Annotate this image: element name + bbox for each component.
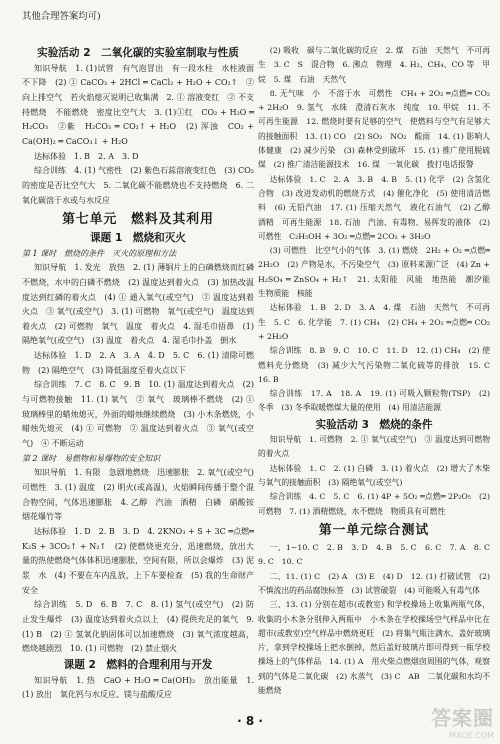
answer-paragraph: 达标体验 1. D 2. A 3. A 4. D 5. C 6. (1) 清除可燃物 (2) 隔绝空气 (3) 降低温度至着火点以下: [22, 351, 254, 375]
answer-paragraph: (2) 吸收 碳与二氧化碳的反应 2. 煤 石油 天然气 不可再生 3. C S 混合物 6. 沸点 物理 4. H₂、CH₄、CO 等 甲烷 5. 煤 石油 天然气: [258, 46, 490, 84]
answer-paragraph: 综合训练 5. D 6. B 7. C 8. (1) 氢气(或空气) (2) 防止发生爆炸 (3) 温度达到着火点以上 (4) 提供充足的氧气 9. (1) B (2) ① 氢氧化钠固体可以加速燃烧 (3) 氧气浓度越高，燃烧越剧烈 10. (1) 可燃物 (2) 禁止烟火: [22, 600, 254, 654]
answer-paragraph: (3) 可燃性 比空气小的气体 3. (1) 燃烧 2H₂ + O₂ ═点燃═ 2H₂O (2) 产物是水，不污染空气 (3) 原料来源广泛 (4) Zn + H₂SO₄ ═ ZnSO₄ + H₂↑ 21. 太阳能 风能 地热能 潮汐能 生物质能 核能: [258, 246, 498, 299]
answer-paragraph: 综合训练 4. (1) 气密性 (2) 紫色石蕊溶液变红色 (3) CO₂ 的密度是否比空气大 5. 二氧化碳不能燃烧也不支持燃烧 6. 二氧化碳溶于水或与水反应: [22, 166, 254, 205]
answer-paragraph: 知识导航 1. 可燃物 2. ① 氧气(或空气) ③ 温度达到可燃物的着火点: [258, 435, 490, 459]
lesson-subheading: 第 2 课时 易燃物和易爆物的安全知识: [22, 453, 161, 463]
answer-paragraph: 达标体验 1. B 2. D 3. A 4. 煤 石油 天然气 不可再生 5. C 6. 化学能 7. (1) CH₄ (2) CH₄ + 2O₂ ═点燃═ CO₂ + 2H₂O: [258, 303, 490, 341]
section-heading: 实验活动 2 二氧化碳的实验室制取与性质: [37, 47, 239, 59]
section-heading: 课题 2 燃料的合理利用与开发: [63, 658, 213, 671]
answer-paragraph: 达标体验 1. D 2. B 3. D 4. 2KNO₃ + S + 3C ═点燃═ K₂S + 3CO₂↑ + N₂↑ (2) 使燃烧更充分，迅速燃烧，放出大量的热使燃烧气体体积迅速膨胀，空间有限，所以会爆炸 (3) 泥浆 水 (4) 不要在车内乱放，上下车要检查 (5) 我的生命财产安全: [22, 527, 254, 595]
section-heading: 第一单元综合测试: [318, 522, 430, 538]
answer-paragraph: 二、11. (1) C (2) A (3) E (4) D 12. (1) 打破试管 (2) 不慎流出的药品腐蚀标签 (3) 试管破裂 (4) 可能吸入有毒气体: [258, 571, 490, 595]
section-heading: 实验活动 3 燃烧的条件: [315, 418, 433, 431]
lesson-subheading: 第 1 课时 燃烧的条件 灭火的原理和方法: [22, 248, 177, 258]
section-heading: 课题 1 燃烧和灭火: [90, 231, 186, 244]
right-column: [258, 44, 498, 698]
answer-paragraph: 综合训练 17. A 18. A 19. (1) 可吸入颗粒物(TSP) (2) 冬季 (3) 冬季取暖燃煤大量的使用 (4) 用清洁能源: [258, 389, 490, 413]
answer-paragraph: 综合训练 8. B 9. C 10. C 11. D 12. (1) CH₄ (2) 使燃料充分燃烧 (3) 减少大气污染物二氧化硫等的排放 15. C 16. B: [258, 346, 498, 384]
answer-paragraph: 达标体验 1. C 2. A 3. B 4. B 5. (1) 化学 (2) 含氢化合物 (3) 改进发动机的燃烧方式 (4) 催化净化 (5) 使用清洁燃料 (6) 无铅汽油 17. (1) 压缩天然气 液化石油气 (2) 乙醇 酒精 可再生能源 18. 石油 汽油、有毒物、易挥发的液体 (2) 可燃性 C₂H₅OH + 3O₂ ═点燃═ 2CO₂ + 3H₂O: [258, 174, 498, 241]
answer-paragraph: 一、1~10. C 2. B 3. D 4. B 5. C 6. C 7. A 8. C 9. C 10. C: [258, 543, 498, 567]
answer-paragraph: 知识导航 1. 有限 急剧地燃烧 迅速膨胀 2. 氧气(或空气) 可燃性 3. (1) 温度 (2) 明火(或高温)，火焰瞬间传播于整个混合物空间，气体迅速膨胀 4. 乙醇 汽油 酒精 白磷 硝酸铵 烟花爆竹等: [22, 468, 262, 522]
answer-paragraph: 综合训练 7. C 8. C 9. B 10. (1) 温度达到着火点 (2) 与可燃物接触 11. (1) 氧气 ② 氧气 玻璃棒不燃烧 (2) ① 玻璃棒里的蜡烛熄灭，外面的蜡烛继续燃烧 (3) 小木条燃烧，小蜡烛先熄灭 (4) ① 可燃物 ② 温度达到着火点 ③ 氧气(或空气) ④ 不断运动: [22, 380, 254, 449]
left-column: [22, 44, 262, 703]
answer-paragraph: 达标体验 1. C 2. (1) 白磷 3. (1) 着火点 (2) 增大了木柴与氧气的接触面积 (3) 隔绝氧气(或空气): [258, 463, 490, 487]
answer-paragraph: 知识导航 1. 发光 放热 2. (1) 薄铜片上的白磷燃烧而红磷不燃烧，水中的白磷不燃烧 (2) 温度达到着火点 (3) 加热改温度达到红磷的着火点 (4) ① 通入氧气(或空气) ② 温度达到着火点 ③ 氧气(或空气) 3. (1) 可燃物 氧气(或空气) 温度达到着火点 (2) 可燃物 氧气 温度 着火点 4. 湿毛巾捂鼻 (1) 隔绝氧气(或空气) (3) 温度 着火点 4. 湿毛巾扑盖 倒水: [22, 263, 254, 346]
answer-paragraph: 知识导航 1. 热 CaO + H₂O ═ Ca(OH)₂ 放出能量 1. (1) 放出 氧化钙与水反应、镁与盐酸反应: [22, 675, 254, 700]
answer-paragraph: 8. 无气味 小 不溶于水 可燃性 CH₄ + 2O₂ ═点燃═ CO₂ + 2H₂O 9. 氢气 水珠 澄清石灰水 纯度 10. 甲烷 11. 不可再生能源 12. 燃烧时要有足够的空气 使燃料与空气有足够大的接触面积 13. (1) CO (2) SO₂ NO₂ 酸雨 14. (1) 影响人体健康 (2) 减少污染 (3) 森林受到破坏 15. (1) 推广使用脱硫煤 (2) 推广清洁能源技术 16. 煤 一氧化碳 拨打电话报警: [258, 88, 490, 170]
answer-paragraph: 三、13. (1) 分别在超市(或教室) 和学校操场上收集两瓶气体，收集的小木条分别伸入两瓶中 小木条在学校操场空气样品中比在超市(或教室)空气样品中燃烧更旺 (2) 将集气瓶注满水，盖好玻璃片，拿到学校操场上把水倒掉，然后盖好玻璃片即可得到一瓶学校操场上的气体样品 14. (1) A 用火柴点燃烟囱周围的气体，观察到的气体是二氧化碳 (2) 水蒸气 (3) C AB 二氧化碳和水均不能燃烧: [258, 600, 490, 696]
answer-paragraph: 综合训练 4. C 5. C 6. (1) 4P + 5O₂ ═点燃═ 2P₂O₅ (2) 可燃物 7. (1) 酒精燃烧，水不燃烧 物质具有可燃性: [258, 492, 490, 516]
answer-paragraph: 知识导航 1. (1)试管 有气泡冒出 有一段水柱 水柱液面不下降 (2) ① CaCO₃ + 2HCl ═ CaCl₂ + H₂O + CO₂↑ ② 向上排空气 若火焰熄灭说明已收集满 2. ① 溶液变红 ② 不支持燃烧 不能燃烧 密度比空气大 3. (1)①红 CO₂ + H₂O ═ H₂CO₃ ②紫 H₂CO₃ ═ CO₂↑ + H₂O (2) 浑浊 CO₂ + Ca(OH)₂ ═ CaCO₃↓ + H₂O: [22, 63, 254, 146]
carry-over-note: 其他合理答案均可): [22, 11, 101, 22]
section-heading: 第七单元 燃料及其利用: [62, 212, 214, 228]
page-number: · 8 ·: [237, 714, 263, 728]
answer-paragraph: 达标体验 1. B 2. A 3. D: [34, 151, 139, 161]
watermark-logo: 答案圈 MXQE.COM: [431, 706, 494, 740]
